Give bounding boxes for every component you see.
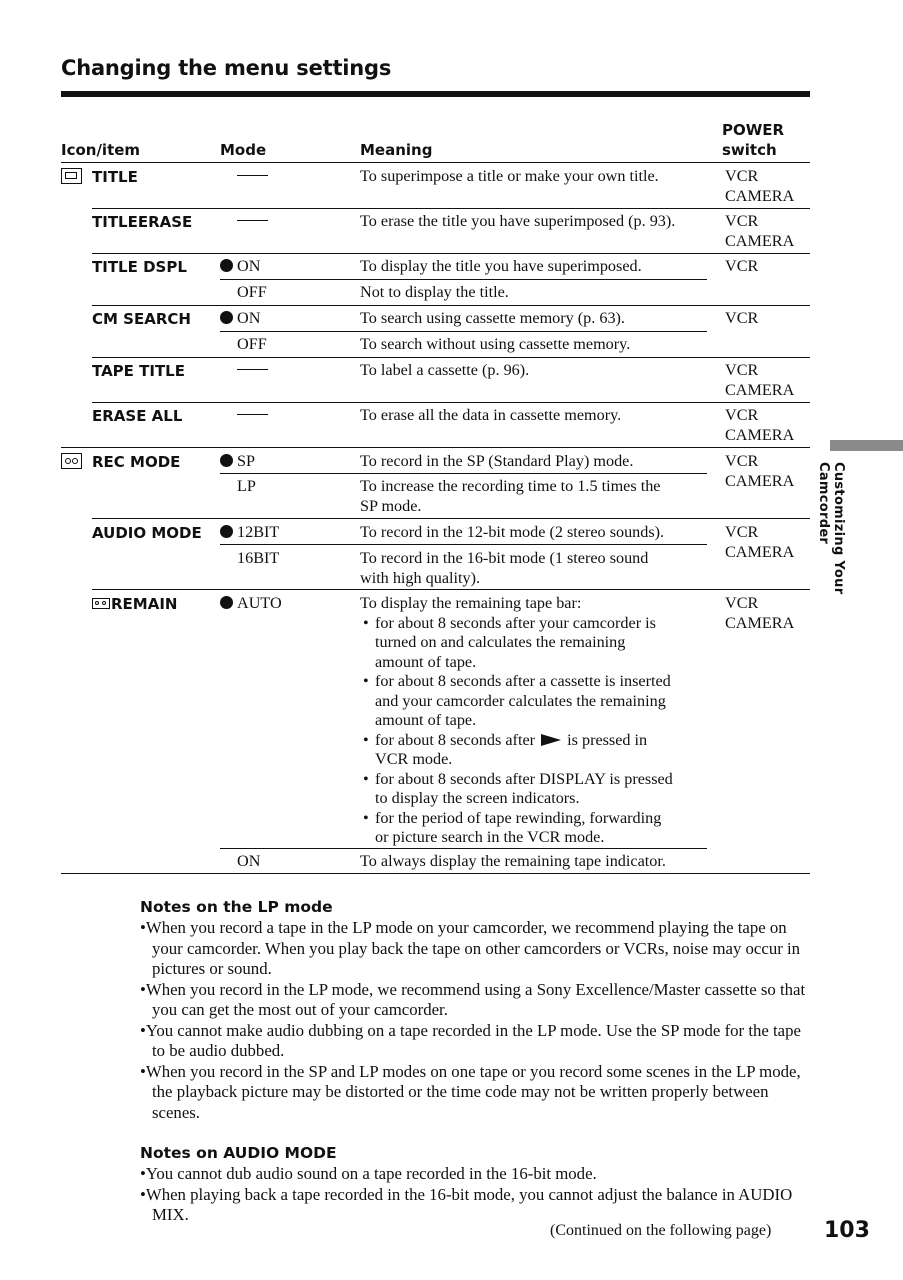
continued-note: (Continued on the following page): [550, 1222, 772, 1239]
tape-icon: [61, 453, 82, 469]
mode-recmode-lp: LP: [237, 477, 256, 495]
row-rule: [92, 589, 810, 590]
row-rule: [92, 305, 810, 306]
meaning-remain-auto: To display the remaining tape bar: • for about 8 seconds after your camcorder is turned on and calculates the remaining amount of tape. • for about 8 seconds after a cassette is inserted and your camcorder calculates the remaining amount of tape. • for about 8 seconds after is pressed in VCR mode. • for about 8 seconds after DISPLAY is pressed to display the screen indicators. • for the period of tape rewinding, forwarding or picture search in the VCR mode.: [360, 594, 705, 848]
item-title: TITLE: [92, 168, 138, 186]
meaning-audiomode-12bit: To record in the 12-bit mode (2 stereo sounds).: [360, 523, 665, 541]
meaning-title: To superimpose a title or make your own title.: [360, 167, 659, 185]
section-rule: [61, 447, 810, 448]
bullet-item: • for about 8 seconds after is pressed in VCR mode.: [360, 731, 705, 770]
item-remain: REMAIN: [92, 595, 177, 614]
meaning-recmode-lp: To increase the recording time to 1.5 times the SP mode.: [360, 477, 661, 515]
mode-audiomode-12bit: 12BIT: [220, 523, 279, 543]
note-item: •You cannot dub audio sound on a tape recorded in the 16-bit mode.: [140, 1164, 597, 1183]
row-rule: [92, 518, 810, 519]
row-rule: [92, 402, 810, 403]
side-label: Customizing Your Camcorder: [816, 462, 846, 595]
note-item: •You cannot make audio dubbing on a tape recorded in the LP mode. Use the SP mode for the tape to be audio dubbed.: [140, 1020, 801, 1060]
item-titleerase: TITLEERASE: [92, 213, 193, 231]
item-cmsearch: CM SEARCH: [92, 310, 191, 328]
page-title: Changing the menu settings: [61, 56, 392, 80]
row-rule: [220, 544, 707, 545]
meaning-cmsearch-on: To search using cassette memory (p. 63).: [360, 309, 625, 327]
notes-audio: [140, 1143, 810, 1226]
tape-remain-icon: [92, 598, 110, 609]
header-rule: [61, 162, 810, 163]
item-titledspl: TITLE DSPL: [92, 258, 187, 276]
mode-remain-auto: AUTO: [220, 594, 282, 614]
mode-audiomode-16bit: 16BIT: [237, 549, 280, 567]
play-icon: [541, 734, 561, 746]
row-rule: [92, 357, 810, 358]
notes-lp-heading: Notes on the LP mode: [140, 898, 333, 916]
power-cmsearch: VCR: [725, 309, 759, 327]
row-rule: [220, 473, 707, 474]
notes-lp: [140, 897, 810, 1123]
bullet-item: • for about 8 seconds after a cassette is inserted and your camcorder calculates the remaining amount of tape.: [360, 672, 705, 731]
meaning-titledspl-on: To display the title you have superimposed.: [360, 257, 642, 275]
item-tapetitle: TAPE TITLE: [92, 362, 185, 380]
meaning-cmsearch-off: To search without using cassette memory.: [360, 335, 631, 353]
note-item: •When you record a tape in the LP mode on your camcorder, we recommend playing the tape on your camcorder. When you play back the tape on other camcorders or VCRs, noise may occur in pictures or sound.: [140, 918, 801, 978]
mode-cmsearch-on: ON: [220, 309, 260, 329]
bullet-item: • for about 8 seconds after your camcorder is turned on and calculates the remaining amount of tape.: [360, 614, 705, 673]
power-titledspl: VCR: [725, 257, 759, 275]
header-mode: Mode: [220, 141, 267, 159]
meaning-eraseall: To erase all the data in cassette memory.: [360, 406, 622, 424]
meaning-titledspl-off: Not to display the title.: [360, 283, 509, 301]
mode-none: [220, 213, 268, 231]
meaning-tapetitle: To label a cassette (p. 96).: [360, 361, 530, 379]
mode-none: [220, 168, 268, 186]
title-icon: [61, 168, 82, 184]
mode-titledspl-off: OFF: [237, 283, 267, 301]
item-recmode: REC MODE: [92, 453, 181, 471]
header-power: POWER switch: [722, 121, 785, 159]
power-audiomode: VCR CAMERA: [725, 523, 795, 561]
row-rule: [220, 279, 707, 280]
power-remain: VCR CAMERA: [725, 594, 795, 632]
note-item: •When playing back a tape recorded in the 16-bit mode, you cannot adjust the balance in AUDIO MIX.: [140, 1184, 793, 1224]
row-rule: [92, 253, 810, 254]
table-bottom-rule: [61, 873, 810, 874]
power-eraseall: VCR CAMERA: [725, 406, 795, 444]
page-number: 103: [824, 1218, 870, 1243]
mode-cmsearch-off: OFF: [237, 335, 267, 353]
title-rule: [61, 91, 810, 97]
row-rule: [92, 208, 810, 209]
power-tapetitle: VCR CAMERA: [725, 361, 795, 399]
note-item: •When you record in the LP mode, we recommend using a Sony Excellence/Master cassette so that you can get the most out of your camcorder.: [140, 979, 806, 1019]
bullet-item: • for the period of tape rewinding, forwarding or picture search in the VCR mode.: [360, 809, 705, 848]
power-title: VCR CAMERA: [725, 167, 795, 205]
mode-none: [220, 407, 268, 425]
bullet-item: • for about 8 seconds after DISPLAY is pressed to display the screen indicators.: [360, 770, 705, 809]
row-rule: [220, 331, 707, 332]
header-icon-item: Icon/item: [61, 141, 141, 159]
mode-recmode-sp: SP: [220, 452, 255, 472]
item-eraseall: ERASE ALL: [92, 407, 183, 425]
mode-titledspl-on: ON: [220, 257, 260, 277]
notes-audio-heading: Notes on AUDIO MODE: [140, 1144, 337, 1162]
mode-none: [220, 362, 268, 380]
section-tab: [830, 440, 903, 451]
mode-remain-on: ON: [237, 852, 261, 870]
power-recmode: VCR CAMERA: [725, 452, 795, 490]
header-meaning: Meaning: [360, 141, 433, 159]
power-titleerase: VCR CAMERA: [725, 212, 795, 250]
meaning-titleerase: To erase the title you have superimposed (p. 93).: [360, 212, 676, 230]
item-audiomode: AUDIO MODE: [92, 524, 202, 542]
meaning-recmode-sp: To record in the SP (Standard Play) mode.: [360, 452, 634, 470]
row-rule: [220, 848, 707, 849]
meaning-audiomode-16bit: To record in the 16-bit mode (1 stereo sound with high quality).: [360, 549, 649, 587]
meaning-remain-on: To always display the remaining tape indicator.: [360, 852, 666, 870]
note-item: •When you record in the SP and LP modes on one tape or you record some scenes in the LP mode, the playback picture may be distorted or the time code may not be written properly between scenes.: [140, 1061, 801, 1122]
